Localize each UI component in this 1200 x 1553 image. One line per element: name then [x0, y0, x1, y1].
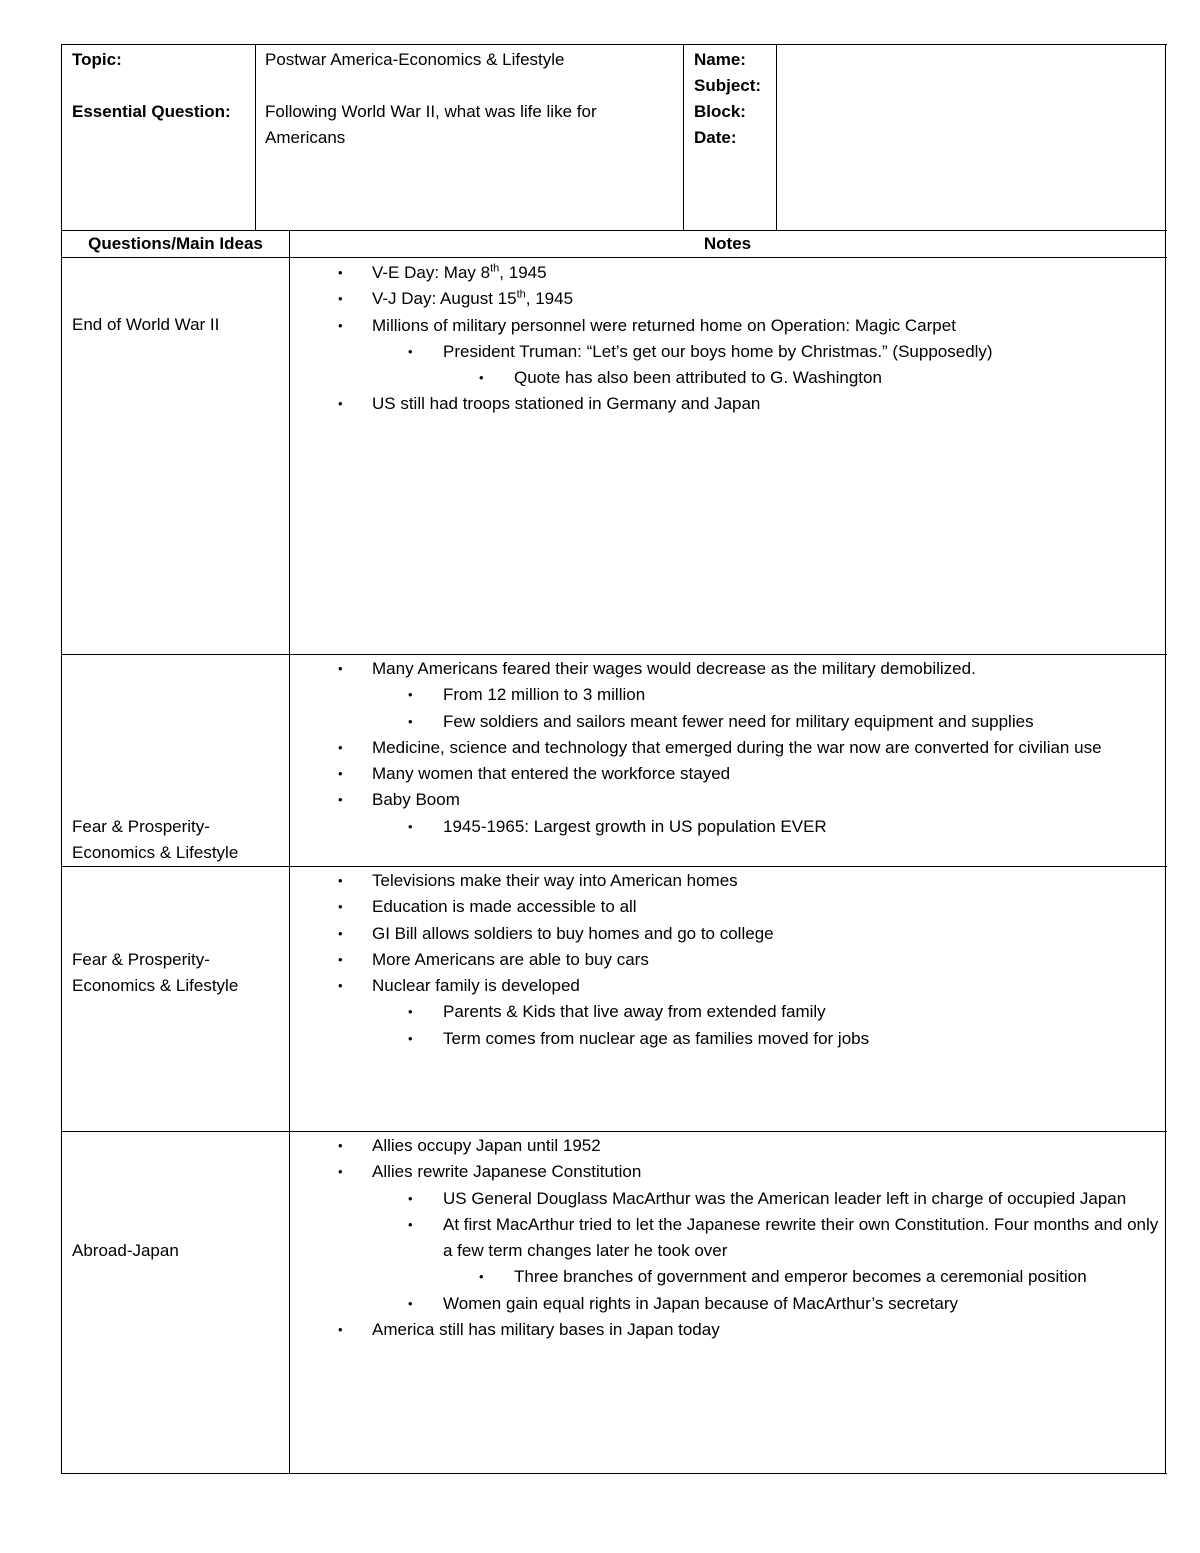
block-label: Block: [694, 102, 746, 121]
note-item: • Medicine, science and technology that emerged during the war now are converted for civilian use [290, 735, 1160, 761]
note-item: • Televisions make their way into American homes [290, 868, 1160, 894]
section-divider-1 [61, 654, 1167, 655]
note-item: • Baby Boom [290, 787, 1160, 813]
note-subitem: • US General Douglass MacArthur was the American leader left in charge of occupied Japan [290, 1186, 1160, 1212]
main-idea-fear-prosperity-2 [72, 947, 287, 1000]
date-label: Date: [694, 128, 737, 147]
note-subitem: • Few soldiers and sailors meant fewer need for military equipment and supplies [290, 709, 1160, 735]
topic-label: Topic: [72, 50, 122, 69]
note-subsubitem: • Quote has also been attributed to G. Washington [290, 365, 1160, 391]
note-subitem: • Parents & Kids that live away from extended family [290, 999, 1160, 1025]
notes-column-header: Notes [703, 234, 752, 253]
table-border-right [1165, 44, 1166, 1474]
header-col-divider-1 [255, 44, 256, 231]
note-item: • GI Bill allows soldiers to buy homes and go to college [290, 921, 1160, 947]
note-subitem: • From 12 million to 3 million [290, 682, 1160, 708]
note-subitem: • 1945-1965: Largest growth in US population EVER [290, 814, 1160, 840]
header-col-divider-2 [683, 44, 684, 231]
notes-list-end-of-ww2 [290, 260, 1160, 418]
table-border-left [61, 44, 62, 1474]
main-idea-line: Abroad-Japan [72, 1241, 179, 1260]
subject-label: Subject: [694, 76, 762, 95]
note-item: • Education is made accessible to all [290, 894, 1160, 920]
main-idea-abroad-japan [72, 1238, 287, 1264]
topic-value: Postwar America-Economics & Lifestyle [265, 50, 565, 69]
main-idea-line: Economics & Lifestyle [72, 843, 239, 863]
note-subitem: • Term comes from nuclear age as families moved for jobs [290, 1026, 1160, 1052]
note-item: • Nuclear family is developed [290, 973, 1160, 999]
essential-question-value: Following World War II, what was life like for Americans [265, 102, 597, 148]
table-border-bottom [61, 1473, 1167, 1474]
note-item: • V-J Day: August 15th, 1945 [290, 286, 1160, 312]
essential-question-label: Essential Question: [72, 102, 231, 121]
main-idea-fear-prosperity-1 [72, 814, 287, 867]
note-subitem: • At first MacArthur tried to let the Japanese rewrite their own Constitution. Four months and only a few term changes later he took over [290, 1212, 1160, 1265]
section-divider-3 [61, 1131, 1167, 1132]
notes-list-fear-prosperity-2 [290, 868, 1160, 1052]
note-item: • V-E Day: May 8th, 1945 [290, 260, 1160, 286]
note-subitem: • President Truman: “Let’s get our boys home by Christmas.” (Supposedly) [290, 339, 1160, 365]
note-subsubitem: • Three branches of government and emperor becomes a ceremonial position [290, 1264, 1160, 1290]
note-item: • Many women that entered the workforce stayed [290, 761, 1160, 787]
main-idea-line: Fear & Prosperity- [72, 950, 210, 969]
main-idea-line: End of World War II [72, 315, 220, 334]
notes-list-fear-prosperity-1 [290, 656, 1160, 840]
notes-list-abroad-japan [290, 1133, 1160, 1343]
main-idea-line: Economics & Lifestyle [72, 976, 239, 996]
student-info-field[interactable] [777, 45, 1165, 230]
note-item: • Millions of military personnel were returned home on Operation: Magic Carpet [290, 313, 1160, 339]
note-item: • Allies rewrite Japanese Constitution [290, 1159, 1160, 1185]
note-item: • Allies occupy Japan until 1952 [290, 1133, 1160, 1159]
name-label: Name: [694, 50, 746, 69]
main-idea-end-of-ww2 [72, 312, 287, 338]
note-item: • Many Americans feared their wages would decrease as the military demobilized. [290, 656, 1160, 682]
questions-column-header: Questions/Main Ideas [88, 234, 263, 253]
note-subitem: • Women gain equal rights in Japan because of MacArthur’s secretary [290, 1291, 1160, 1317]
note-item: • More Americans are able to buy cars [290, 947, 1160, 973]
note-item: • America still has military bases in Japan today [290, 1317, 1160, 1343]
note-item: • US still had troops stationed in Germany and Japan [290, 391, 1160, 417]
main-idea-line: Fear & Prosperity- [72, 817, 210, 836]
